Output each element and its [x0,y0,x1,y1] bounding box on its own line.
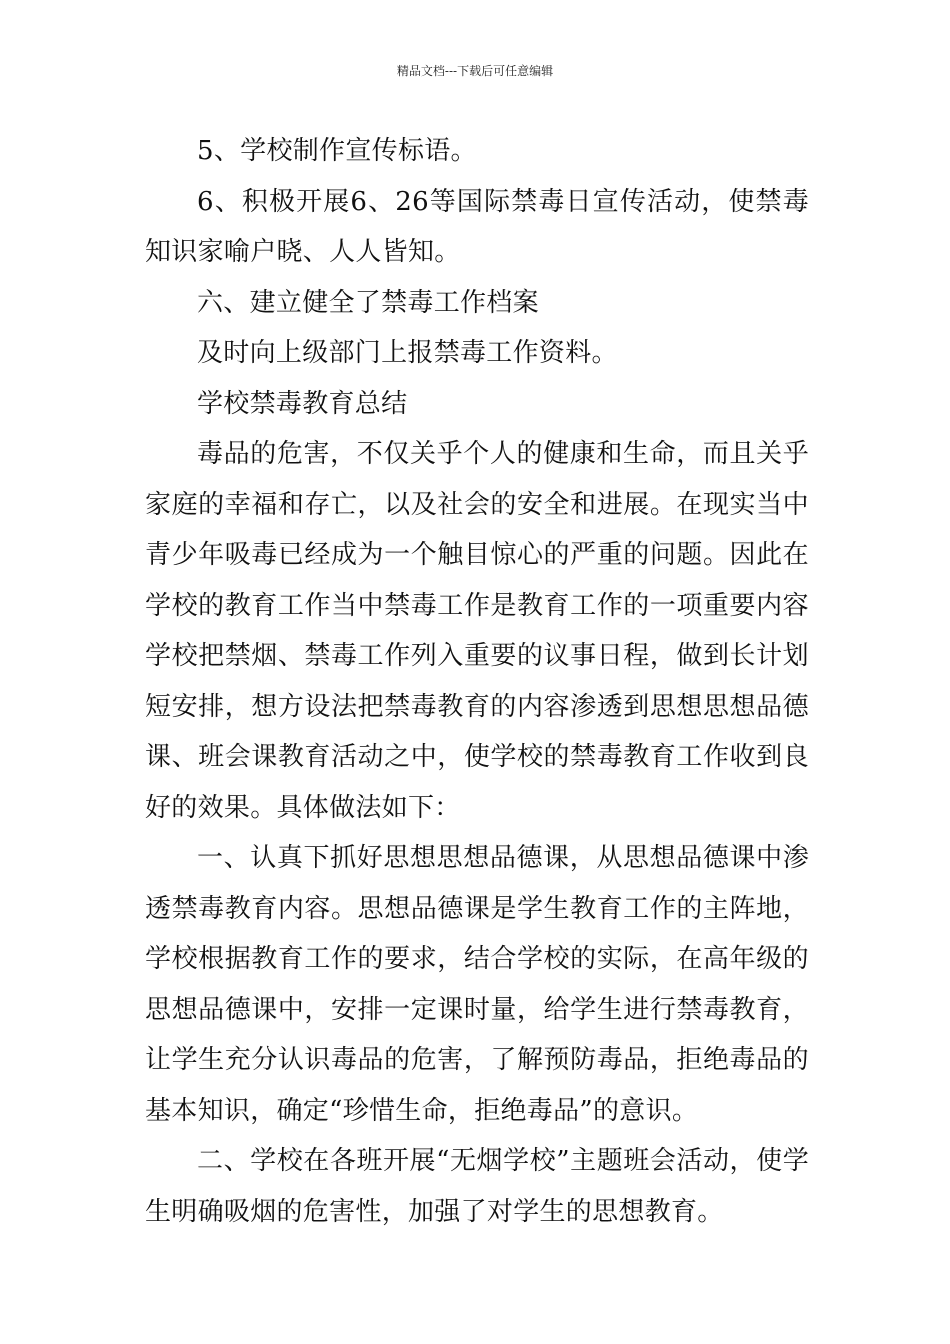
paragraph-point-one: 一、认真下抓好思想思想品德课，从思想品德课中渗透禁毒教育内容。思想品德课是学生教育工作的主阵地，学校根据教育工作的要求，结合学校的实际，在高年级的思想品德课中，安排一定课时量，给学生进行禁毒教育，让学生充分认识毒品的危害，了解预防毒品，拒绝毒品的基本知识，确定“珍惜生命，拒绝毒品”的意识。 [145,843,809,1126]
section-title-summary: 学校禁毒教育总结 [197,388,408,419]
paragraph-item-5: 5、学校制作宣传标语。 [197,136,477,166]
paragraph-intro: 毒品的危害，不仅关乎个人的健康和生命，而且关乎家庭的幸福和存亡，以及社会的安全和进展。在现实当中青少年吸毒已经成为一个触目惊心的严重的问题。因此在学校的教育工作当中禁毒工作是教育工作的一项重要内容学校把禁烟、禁毒工作列入重要的议事日程，做到长计划短安排，想方设法把禁毒教育的内容渗透到思想思想品德课、班会课教育活动之中，使学校的禁毒教育工作收到良好的效果。具体做法如下： [145,439,809,823]
section-heading-archive: 六、建立健全了禁毒工作档案 [197,287,539,318]
paragraph-point-two: 二、学校在各班开展“无烟学校”主题班会活动，使学生明确吸烟的危害性，加强了对学生的思想教育。 [145,1146,809,1227]
document-body [145,126,809,1237]
paragraph-item-6: 6、积极开展6、26等国际禁毒日宣传活动，使禁毒知识家喻户晓、人人皆知。 [145,186,809,267]
page-header: 精品文档---下载后可任意编辑 [396,64,554,78]
paragraph-archive-report: 及时向上级部门上报禁毒工作资料。 [197,338,618,368]
